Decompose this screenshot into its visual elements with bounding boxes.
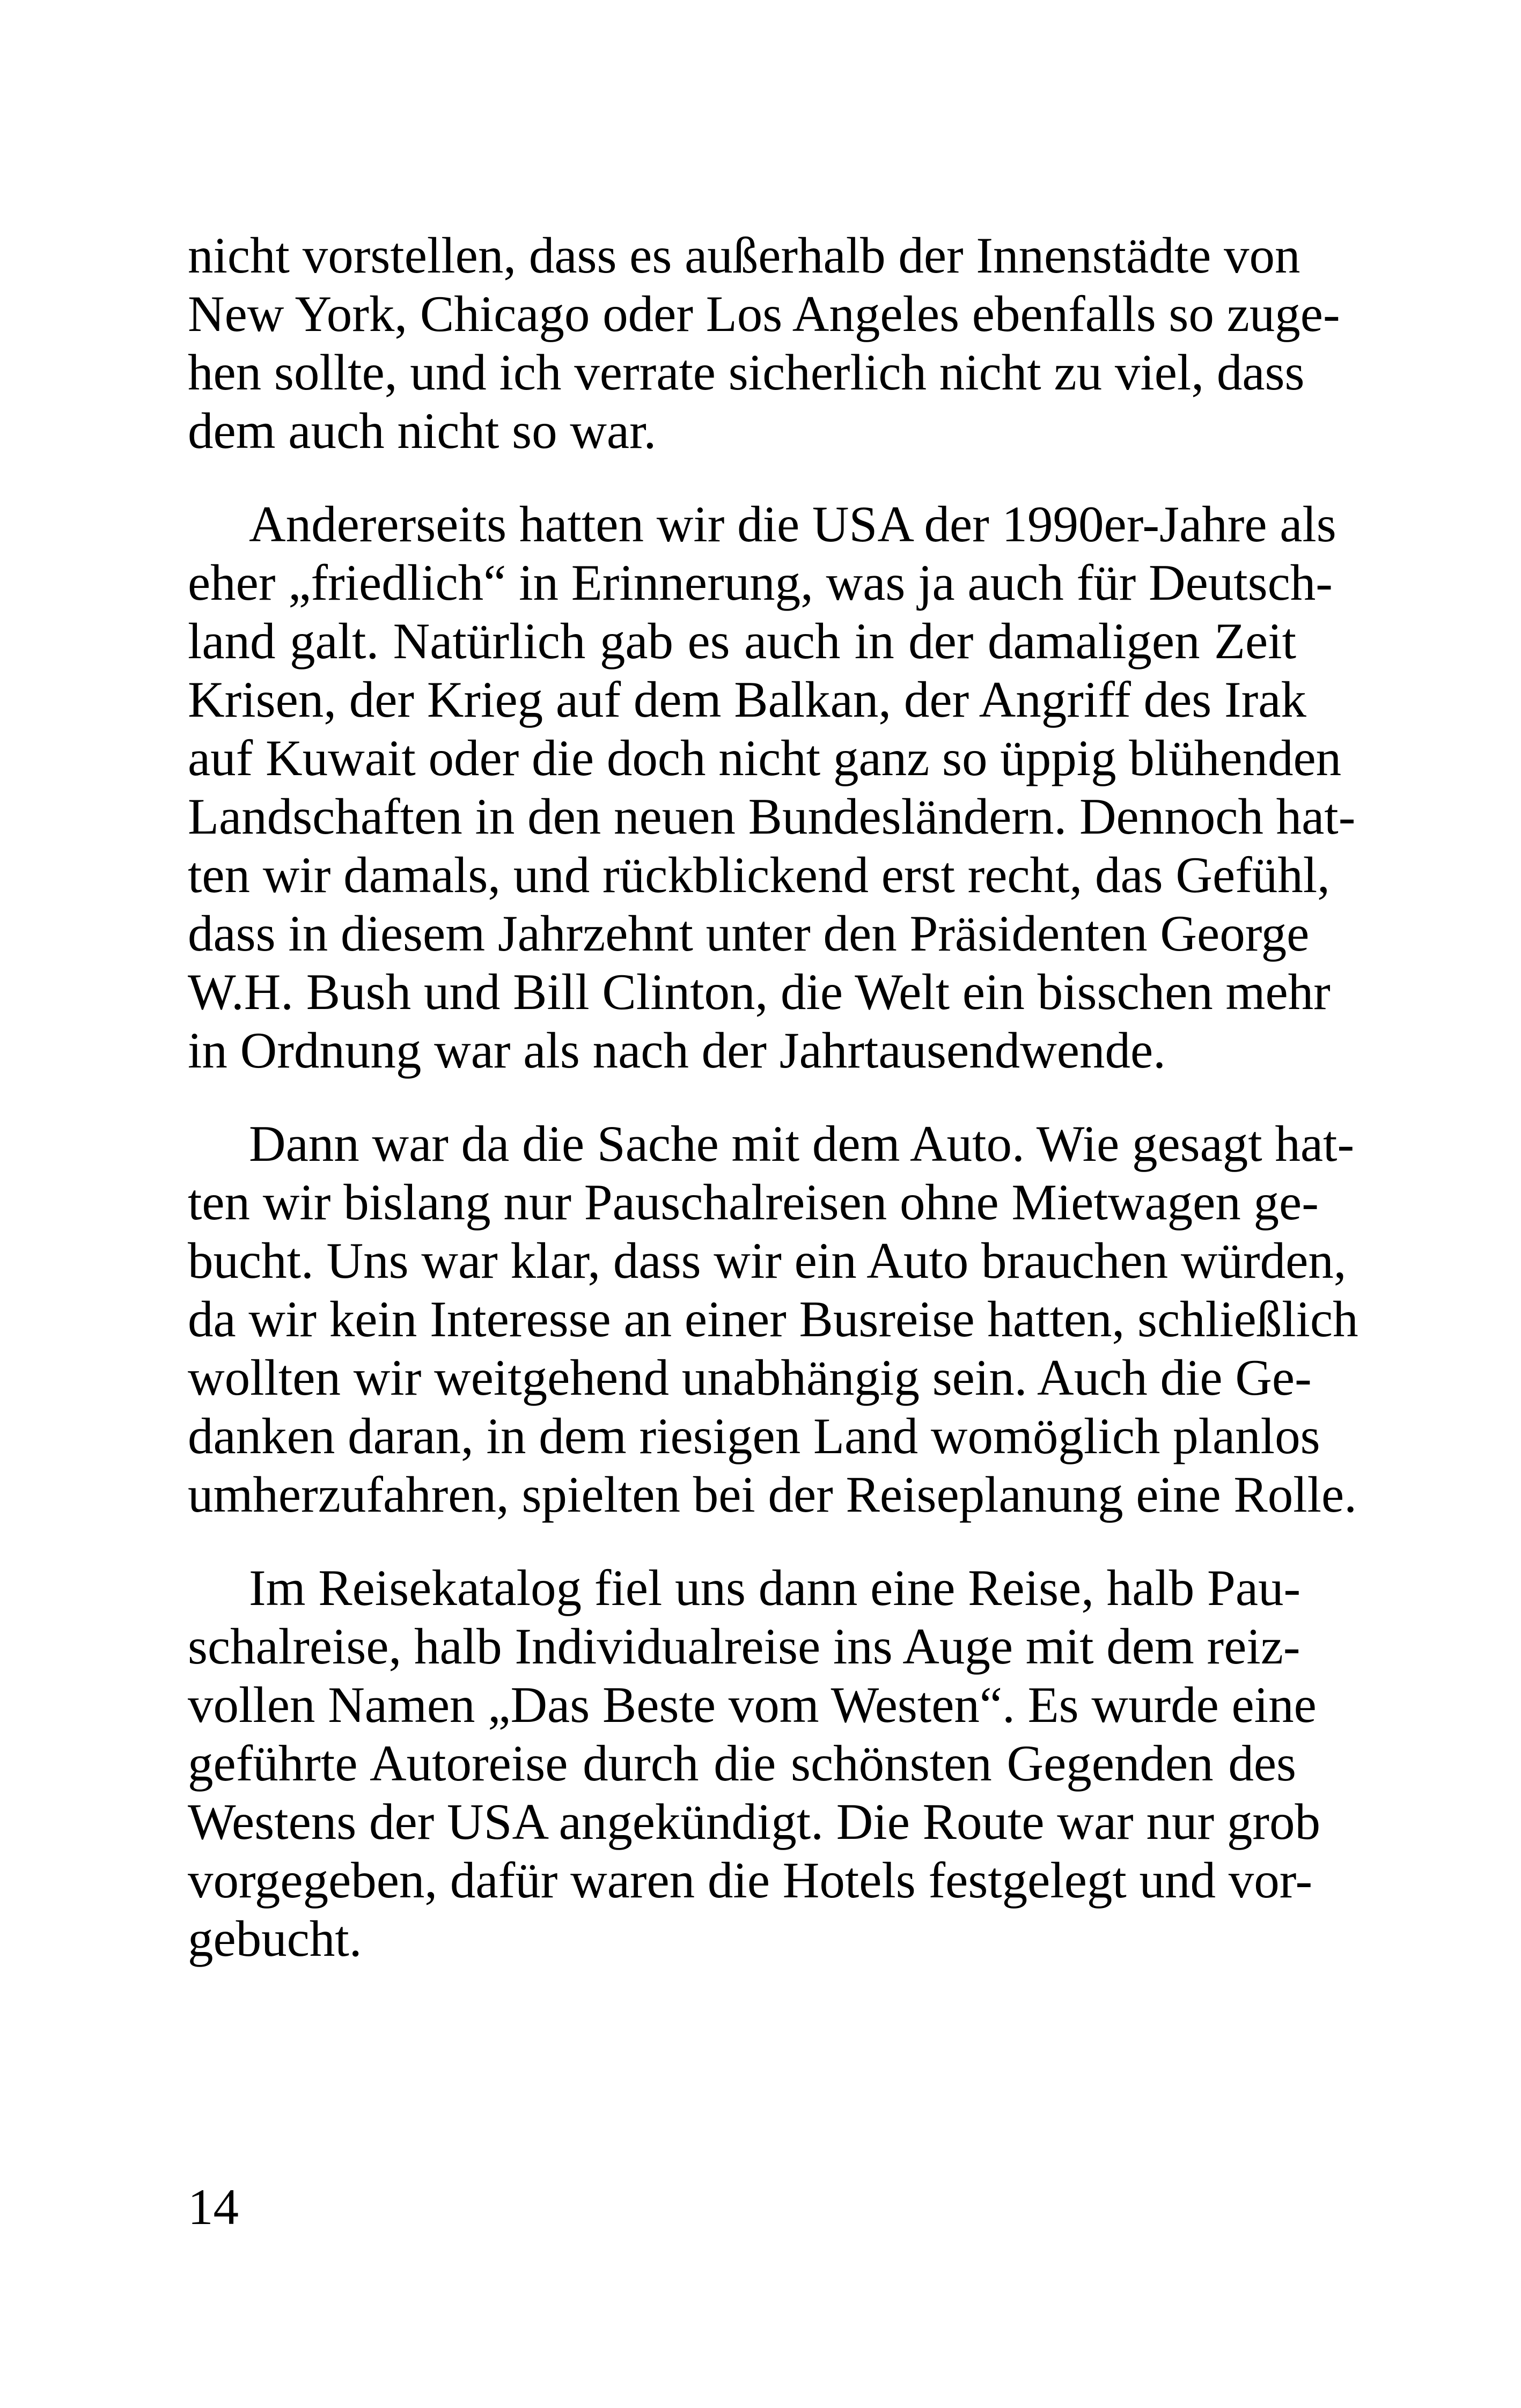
text-line: ten wir damals, und rückblickend erst recht, das Gefühl, bbox=[188, 846, 1330, 903]
text-line: eher „friedlich“ in Erinnerung, was ja auch für Deutsch- bbox=[188, 554, 1333, 611]
text-line: hen sollte, und ich verrate sicherlich nicht zu viel, dass bbox=[188, 344, 1305, 401]
text-line: danken daran, in dem riesigen Land womöglich planlos bbox=[188, 1408, 1320, 1464]
text-line: bucht. Uns war klar, dass wir ein Auto brauchen würden, bbox=[188, 1232, 1347, 1289]
text-line: geführte Autoreise durch die schönsten Gegenden des bbox=[188, 1735, 1296, 1792]
text-line: nicht vorstellen, dass es außerhalb der Innenstädte von bbox=[188, 227, 1300, 284]
text-line: da wir kein Interesse an einer Busreise hatten, schließlich bbox=[188, 1291, 1358, 1347]
text-line: auf Kuwait oder die doch nicht ganz so üppig blühenden bbox=[188, 730, 1342, 786]
text-line: Landschaften in den neuen Bundesländern. Dennoch hat- bbox=[188, 788, 1356, 845]
text-line: land galt. Natürlich gab es auch in der damaligen Zeit bbox=[188, 613, 1296, 669]
text-line: vorgegeben, dafür waren die Hotels festgelegt und vor- bbox=[188, 1852, 1313, 1909]
paragraph-4 bbox=[188, 1559, 1320, 1968]
text-line: Dann war da die Sache mit dem Auto. Wie gesagt hat- bbox=[249, 1115, 1355, 1172]
paragraph-1 bbox=[188, 226, 1340, 460]
paragraph-2 bbox=[188, 495, 1356, 1080]
text-line: in Ordnung war als nach der Jahrtausendwende. bbox=[188, 1022, 1166, 1079]
text-line: gebucht. bbox=[188, 1910, 362, 1967]
text-line: Westens der USA angekündigt. Die Route war nur grob bbox=[188, 1793, 1320, 1850]
text-line: schalreise, halb Individualreise ins Auge mit dem reiz- bbox=[188, 1618, 1300, 1675]
text-line: Krisen, der Krieg auf dem Balkan, der Angriff des Irak bbox=[188, 671, 1306, 728]
text-line: dass in diesem Jahrzehnt unter den Präsidenten George bbox=[188, 905, 1310, 962]
paragraph-3 bbox=[188, 1115, 1358, 1524]
body-text bbox=[188, 226, 1358, 2003]
text-line: Im Reisekatalog fiel uns dann eine Reise, halb Pau- bbox=[249, 1559, 1301, 1616]
text-line: dem auch nicht so war. bbox=[188, 402, 657, 459]
text-line: vollen Namen „Das Beste vom Westen“. Es wurde eine bbox=[188, 1676, 1317, 1733]
text-line: W.H. Bush und Bill Clinton, die Welt ein bisschen mehr bbox=[188, 963, 1331, 1020]
text-line: ten wir bislang nur Pauschalreisen ohne Mietwagen ge- bbox=[188, 1174, 1319, 1231]
text-line: umherzufahren, spielten bei der Reiseplanung eine Rolle. bbox=[188, 1466, 1357, 1523]
page-number: 14 bbox=[188, 2178, 239, 2235]
text-line: Andererseits hatten wir die USA der 1990er-Jahre als bbox=[249, 496, 1336, 553]
text-line: New York, Chicago oder Los Angeles ebenfalls so zuge- bbox=[188, 285, 1340, 342]
text-line: wollten wir weitgehend unabhängig sein. Auch die Ge- bbox=[188, 1349, 1312, 1406]
